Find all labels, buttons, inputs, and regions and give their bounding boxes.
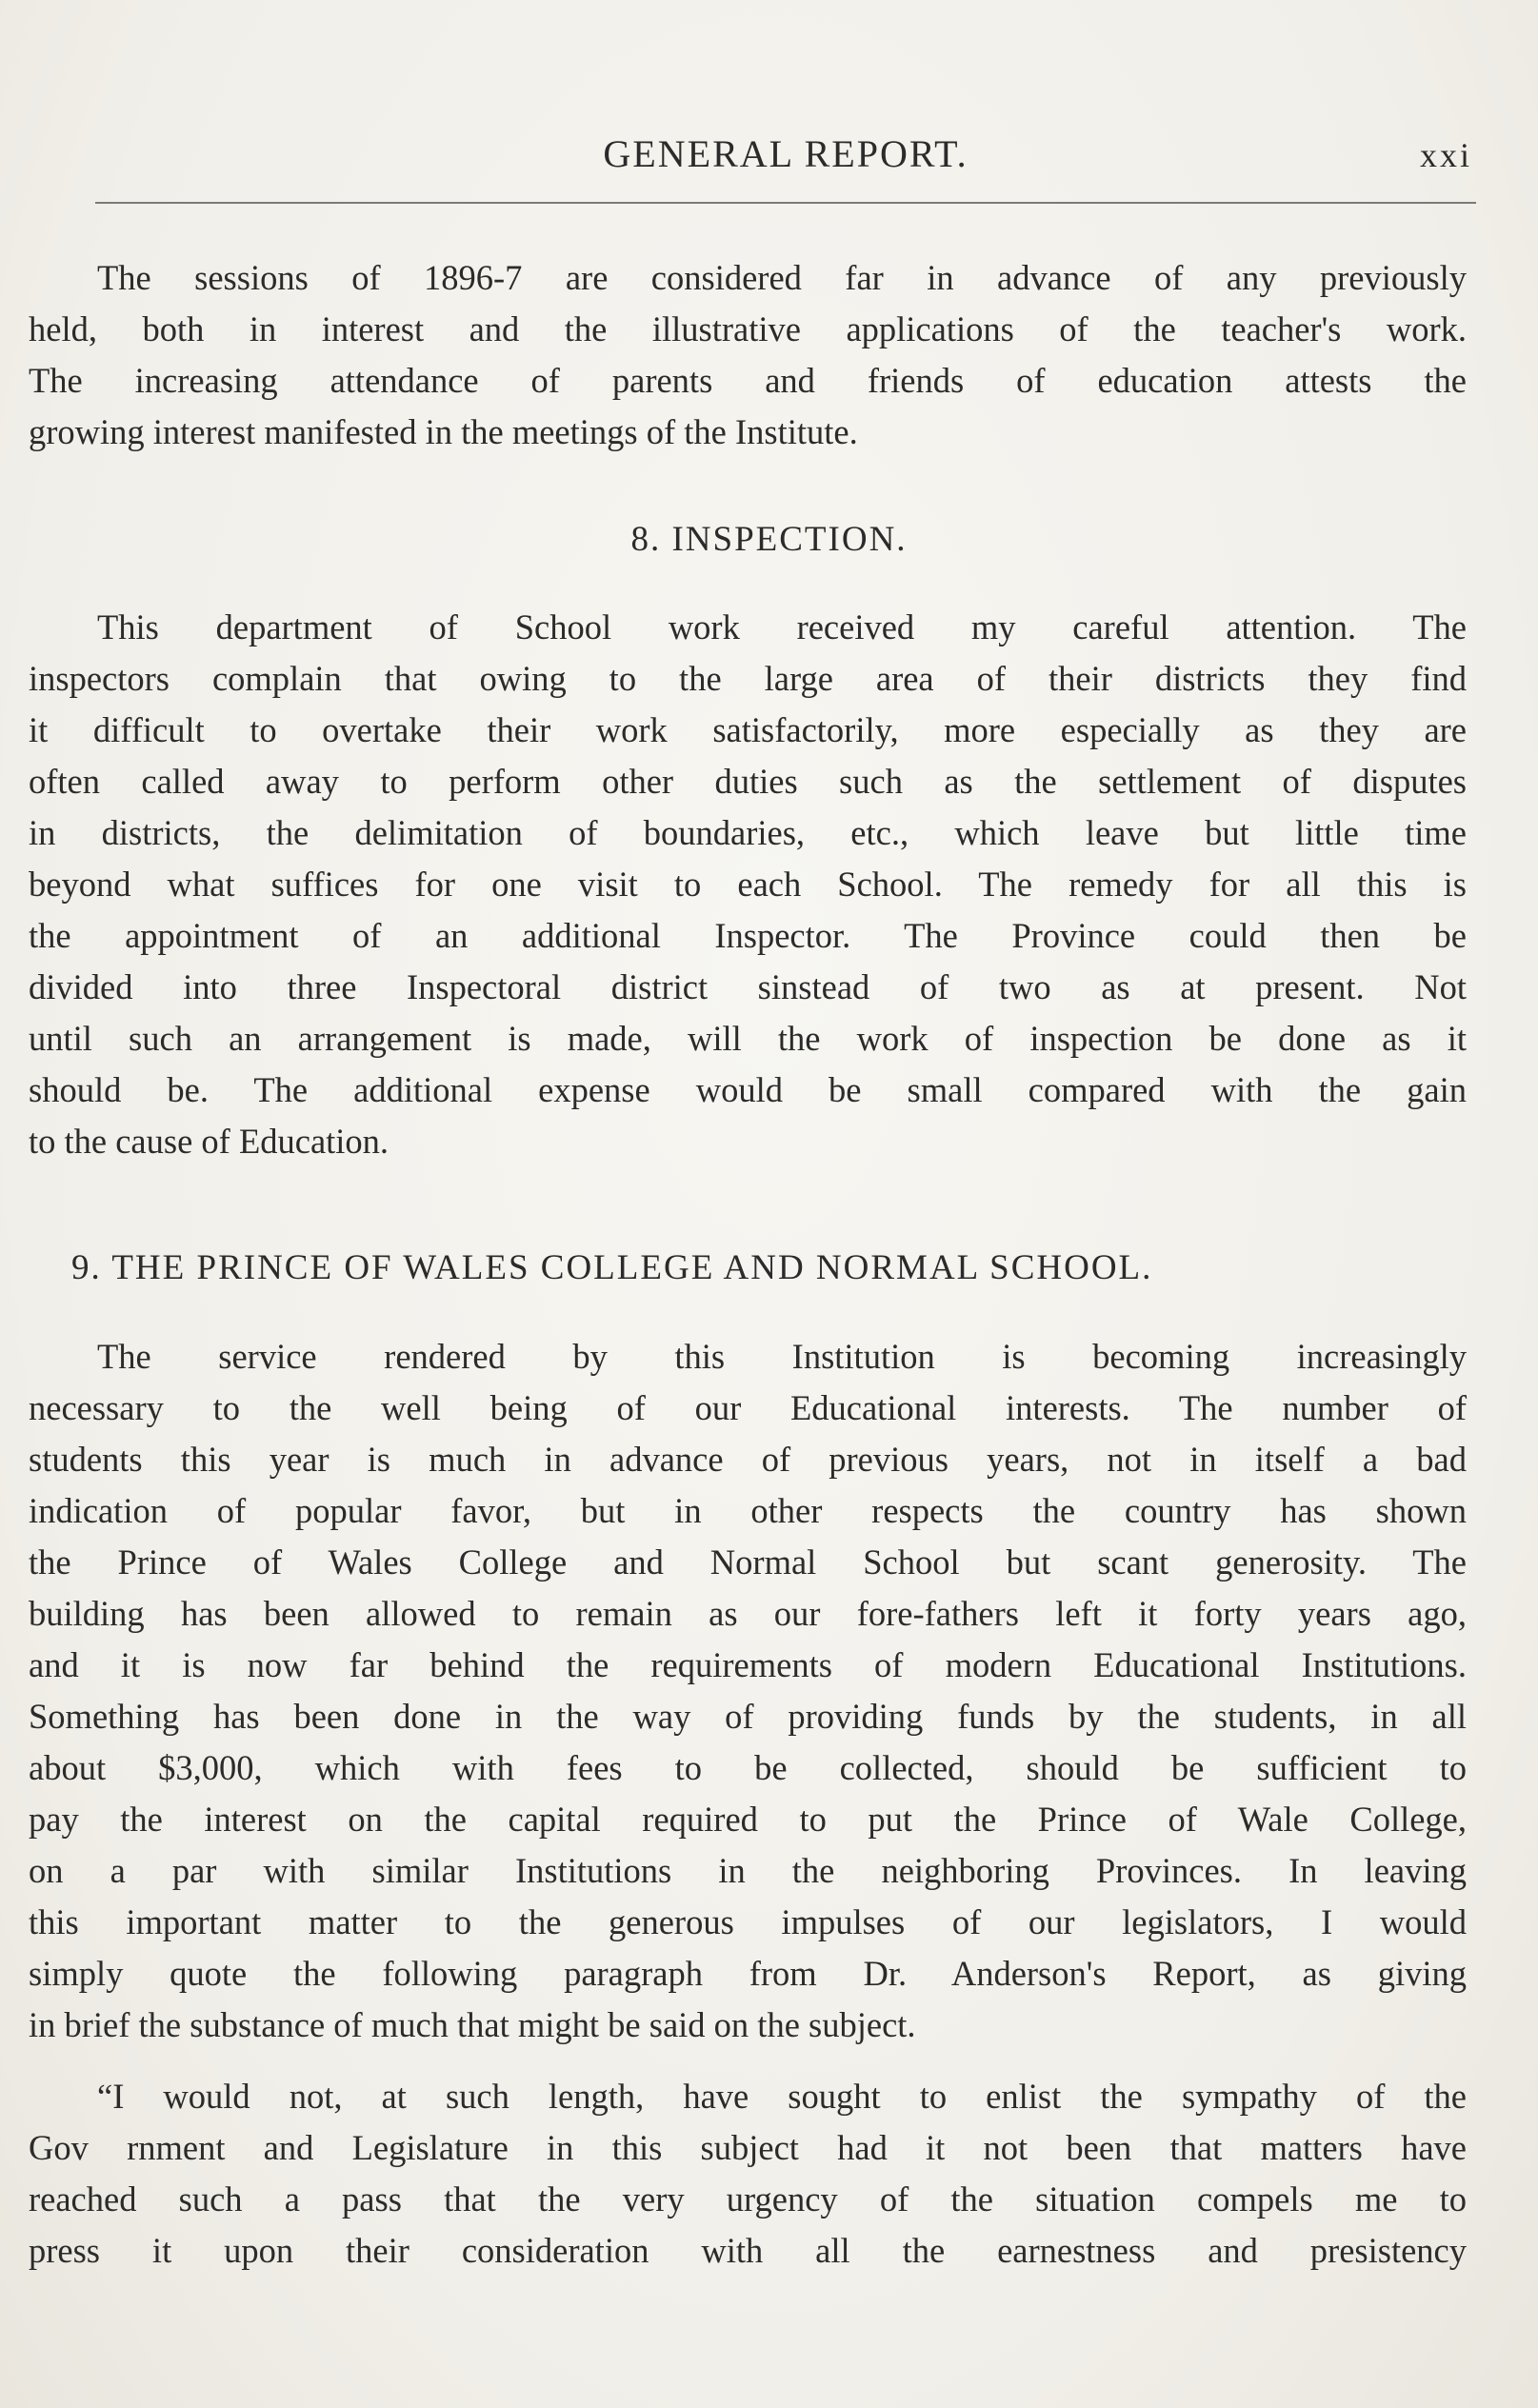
text-line: indication of popular favor, but in other respects the country has shown <box>29 1491 1467 1530</box>
text-line: pay the interest on the capital required to put the Prince of Wale College, <box>29 1800 1467 1839</box>
text-line: about $3,000, which with fees to be collected, should be sufficient to <box>29 1748 1467 1787</box>
text-line: necessary to the well being of our Educational interests. The number of <box>29 1388 1467 1427</box>
text-line: this important matter to the generous impulses of our legislators, I would <box>29 1902 1467 1941</box>
text-line: reached such a pass that the very urgency of the situation compels me to <box>29 2179 1467 2219</box>
text-line: the Prince of Wales College and Normal School but scant generosity. The <box>29 1542 1467 1582</box>
text-line: in brief the substance of much that might be said on the subject. <box>29 2005 916 2044</box>
running-title: GENERAL REPORT. <box>603 132 969 175</box>
paragraph-college <box>29 1331 1467 2051</box>
text-line: Something has been done in the way of providing funds by the students, in all <box>29 1697 1467 1736</box>
text-line: press it upon their consideration with all the earnestness and presistency <box>29 2231 1467 2270</box>
text-line: students this year is much in advance of previous years, not in itself a bad <box>29 1440 1467 1479</box>
text-line: held, both in interest and the illustrative applications of the teacher's work. <box>29 309 1467 348</box>
page-header <box>95 126 1476 183</box>
paragraph-quotation <box>29 2071 1467 2277</box>
text-line: inspectors complain that owing to the large area of their districts they find <box>29 659 1467 698</box>
section-heading-prince-of-wales: 9. THE PRINCE OF WALES COLLEGE AND NORMAL SCHOOL. <box>71 1248 1153 1287</box>
page-number: xxi <box>1419 136 1472 174</box>
text-line: The service rendered by this Institution is becoming increasingly <box>97 1337 1467 1376</box>
section-heading-inspection: 8. INSPECTION. <box>630 520 908 559</box>
text-line: to the cause of Education. <box>29 1122 389 1161</box>
text-line: it difficult to overtake their work satisfactorily, more especially as they are <box>29 710 1467 749</box>
text-line: Gov rnment and Legislature in this subject had it not been that matters have <box>29 2128 1467 2167</box>
text-line: on a par with similar Institutions in the neighboring Provinces. In leaving <box>29 1851 1467 1890</box>
paragraph-sessions <box>29 252 1467 458</box>
paragraph-inspection <box>29 602 1467 1167</box>
text-line: divided into three Inspectoral district sinstead of two as at present. Not <box>29 967 1467 1006</box>
text-line: The sessions of 1896-7 are considered far in advance of any previously <box>97 258 1467 297</box>
text-line: The increasing attendance of parents and friends of education attests the <box>29 361 1467 400</box>
text-line: and it is now far behind the requirements of modern Educational Institutions. <box>29 1645 1467 1684</box>
text-line: until such an arrangement is made, will the work of inspection be done as it <box>29 1019 1467 1058</box>
text-line: “I would not, at such length, have sought to enlist the sympathy of the <box>97 2077 1467 2116</box>
text-line: in districts, the delimitation of boundaries, etc., which leave but little time <box>29 813 1467 852</box>
header-rule <box>95 202 1476 204</box>
text-line: This department of School work received my careful attention. The <box>97 607 1467 647</box>
text-line: beyond what suffices for one visit to each School. The remedy for all this is <box>29 865 1467 904</box>
text-line: building has been allowed to remain as our fore-fathers left it forty years ago, <box>29 1594 1467 1633</box>
text-line: growing interest manifested in the meetings of the Institute. <box>29 412 858 451</box>
text-line: simply quote the following paragraph from Dr. Anderson's Report, as giving <box>29 1954 1467 1993</box>
text-line: the appointment of an additional Inspector. The Province could then be <box>29 916 1467 955</box>
text-line: should be. The additional expense would be small compared with the gain <box>29 1070 1467 1109</box>
text-line: often called away to perform other duties such as the settlement of disputes <box>29 762 1467 801</box>
